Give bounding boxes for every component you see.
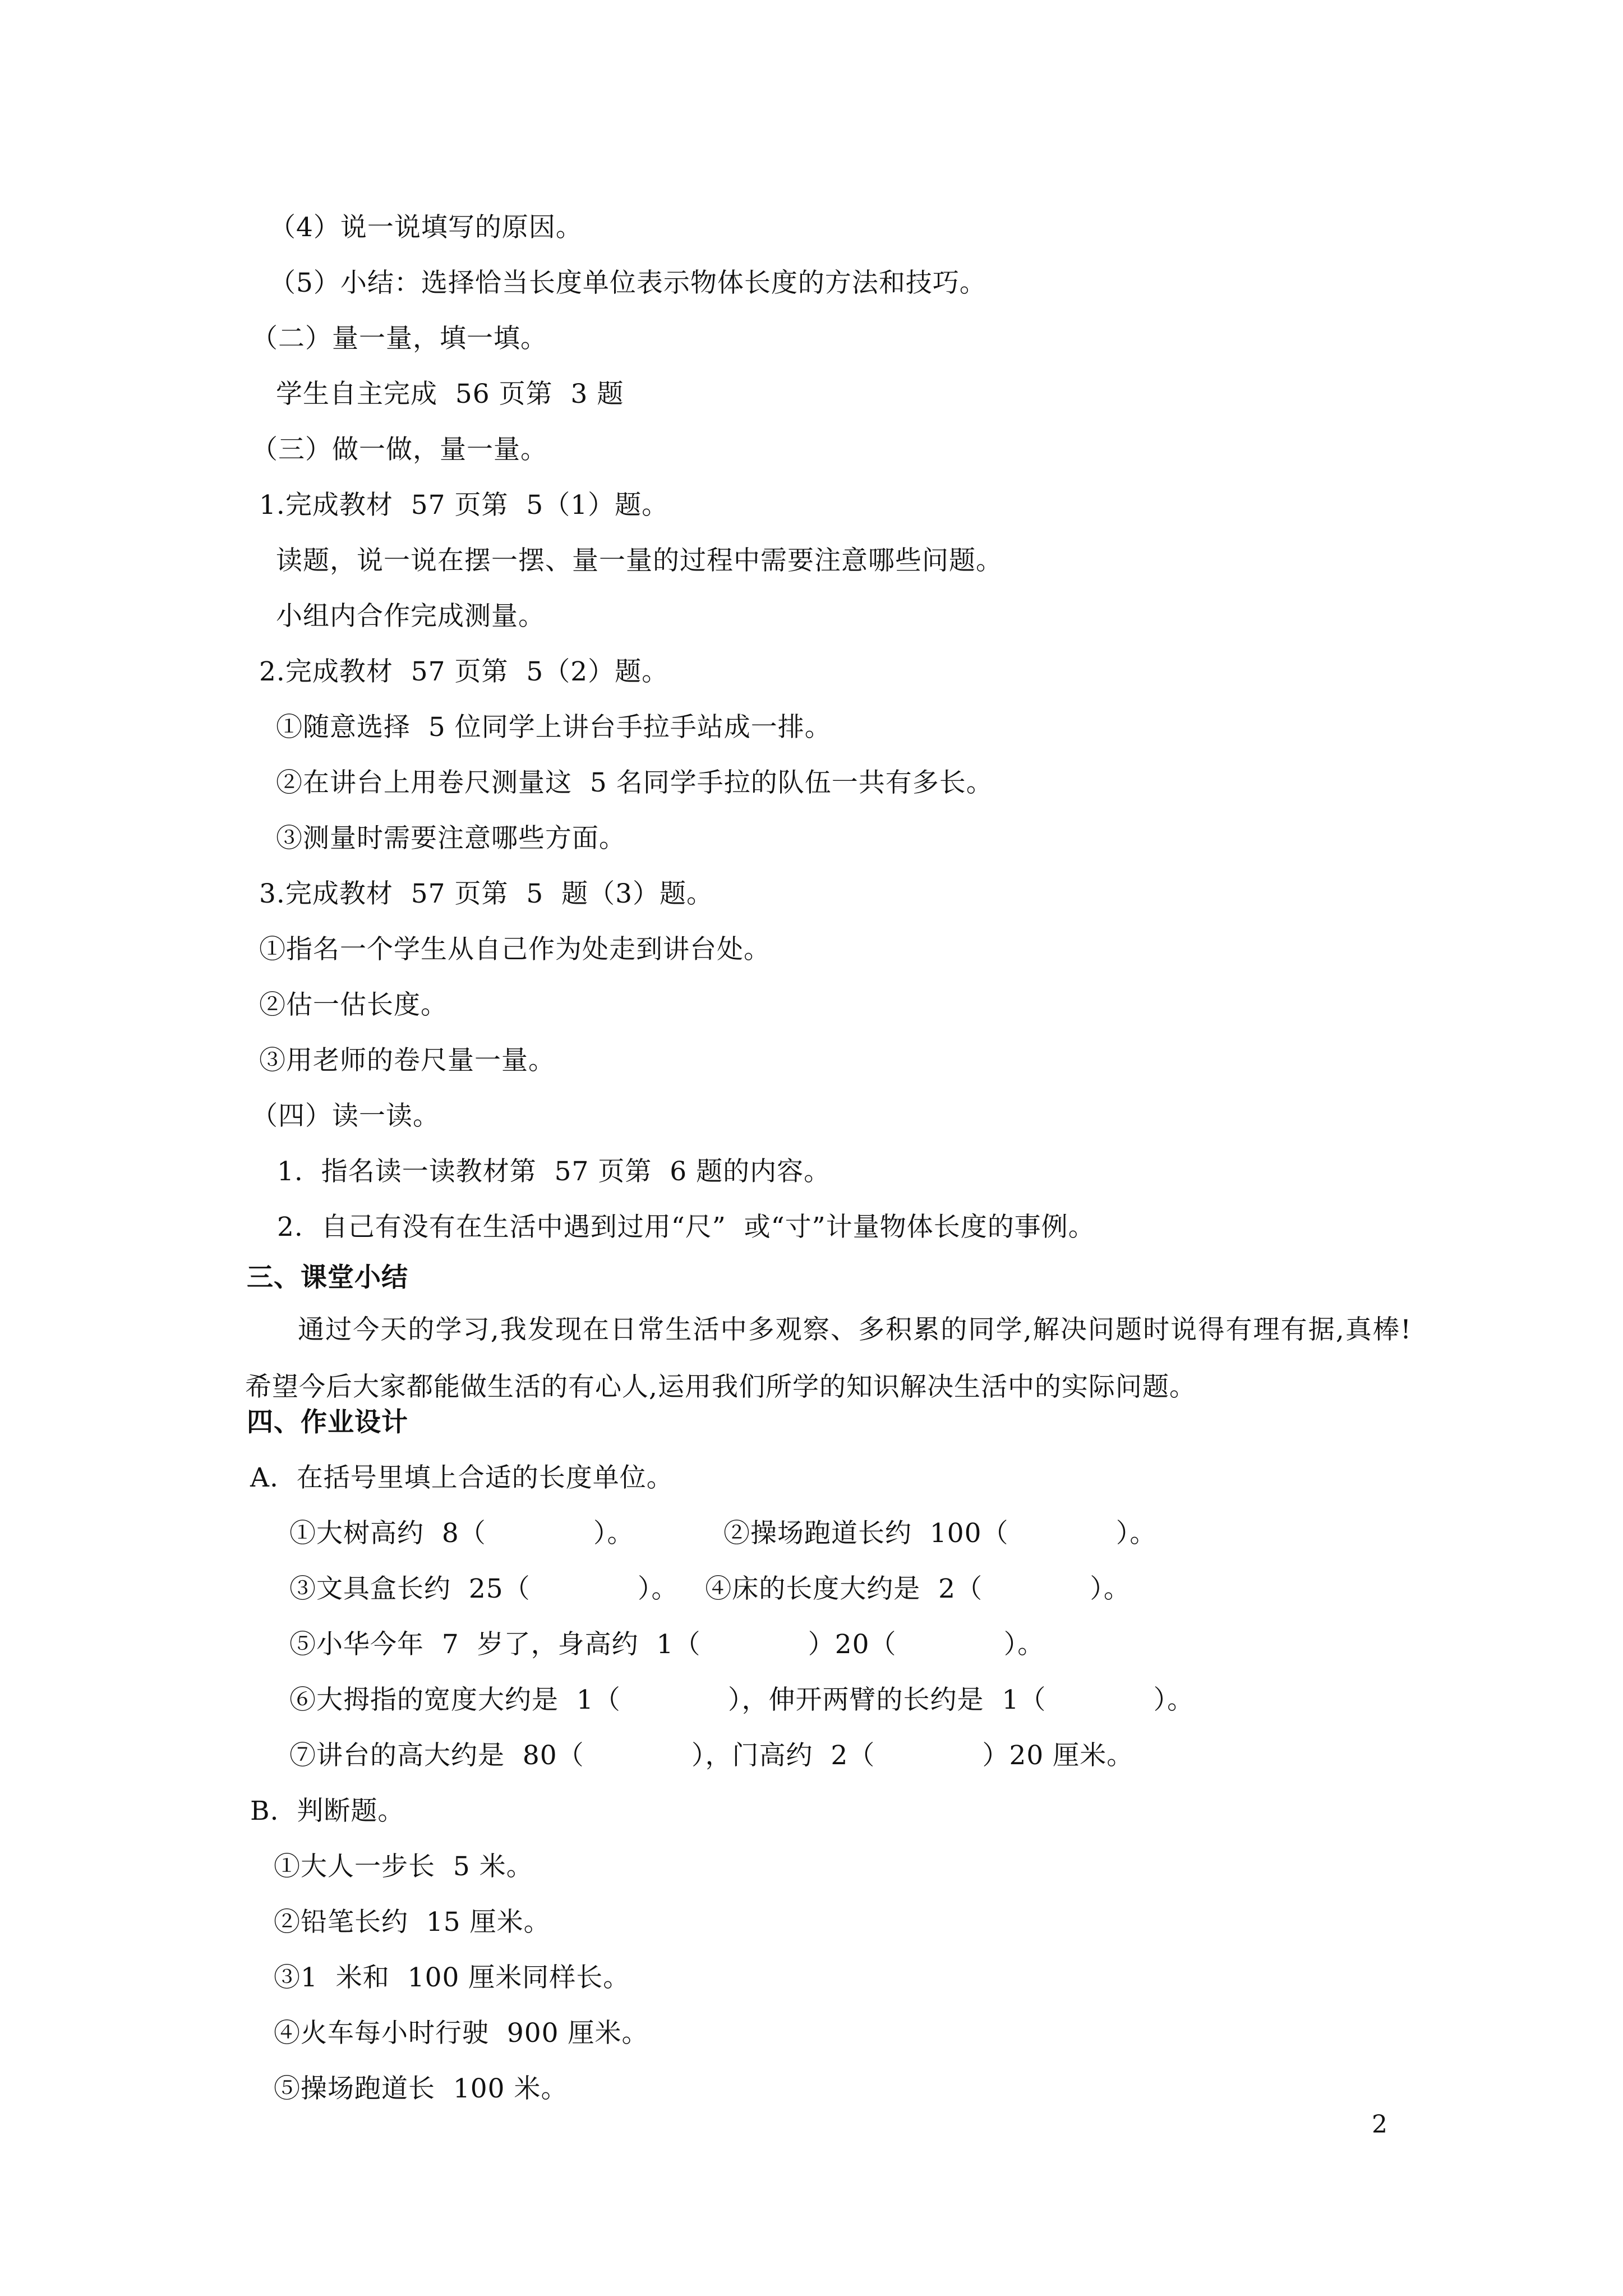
text-line: 2. 自己有没有在生活中遇到过用“尺” 或“寸”计量物体长度的事例。	[277, 1212, 1095, 1243]
section-subheading: （二）量一量，填一填。	[251, 323, 547, 354]
section-subheading: （四）读一读。	[251, 1101, 440, 1131]
text-line: 3.完成教材 57 页第 5 题（3）题。	[259, 878, 714, 909]
text-line: ②在讲台上用卷尺测量这 5 名同学手拉的队伍一共有多长。	[276, 767, 993, 798]
text-line: 1.完成教材 57 页第 5（1）题。	[259, 490, 669, 521]
exercise-item: ③文具盒长约 25（ ）。 ④床的长度大约是 2（ ）。	[289, 1573, 1131, 1604]
text-line: 学生自主完成 56 页第 3 题	[276, 379, 624, 409]
exercise-item: ②铅笔长约 15 厘米。	[274, 1907, 551, 1938]
exercise-item: ⑤操场跑道长 100 米。	[274, 2073, 568, 2104]
text-line: 1. 指名读一读教材第 57 页第 6 题的内容。	[277, 1156, 831, 1187]
section-heading: 三、课堂小结	[247, 1262, 408, 1293]
text-line: 小组内合作完成测量。	[276, 601, 545, 632]
exercise-item: ④火车每小时行驶 900 厘米。	[274, 2018, 649, 2049]
section-subheading: （三）做一做，量一量。	[251, 434, 547, 465]
exercise-item: ⑦讲台的高大约是 80（ ），门高约 2（ ）20 厘米。	[289, 1740, 1134, 1771]
exercise-title: A. 在括号里填上合适的长度单位。	[250, 1462, 674, 1493]
exercise-item: ⑤小华今年 7 岁了，身高约 1（ ）20（ ）。	[289, 1629, 1045, 1660]
text-line: ①指名一个学生从自己作为处走到讲台处。	[259, 934, 771, 965]
page-number: 2	[1372, 2110, 1387, 2139]
exercise-item: ①大树高约 8（ ）。 ②操场跑道长约 100（ ）。	[289, 1518, 1157, 1549]
text-line: （5）小结：选择恰当长度单位表示物体长度的方法和技巧。	[269, 268, 986, 298]
text-line: 2.完成教材 57 页第 5（2）题。	[259, 656, 669, 687]
text-line: ③测量时需要注意哪些方面。	[276, 823, 626, 854]
text-line: （4）说一说填写的原因。	[269, 212, 583, 243]
exercise-item: ③1 米和 100 厘米同样长。	[274, 1962, 630, 1993]
exercise-item: ①大人一步长 5 米。	[274, 1851, 533, 1882]
text-line: ③用老师的卷尺量一量。	[259, 1045, 555, 1076]
exercise-item: ⑥大拇指的宽度大约是 1（ ），伸开两臂的长约是 1（ ）。	[289, 1685, 1195, 1715]
exercise-title: B. 判断题。	[250, 1796, 405, 1826]
text-line: ①随意选择 5 位同学上讲台手拉手站成一排。	[276, 712, 832, 743]
text-line: ②估一估长度。	[259, 990, 448, 1020]
section-heading: 四、作业设计	[247, 1407, 408, 1438]
text-line: 读题，说一说在摆一摆、量一量的过程中需要注意哪些问题。	[276, 545, 1003, 576]
summary-paragraph: 通过今天的学习,我发现在日常生活中多观察、多积累的同学,解决问题时说得有理有据,真棒!希望今后大家都能做生活的有心人,运用我们所学的知识解决生活中的实际问题。	[245, 1314, 1412, 1402]
